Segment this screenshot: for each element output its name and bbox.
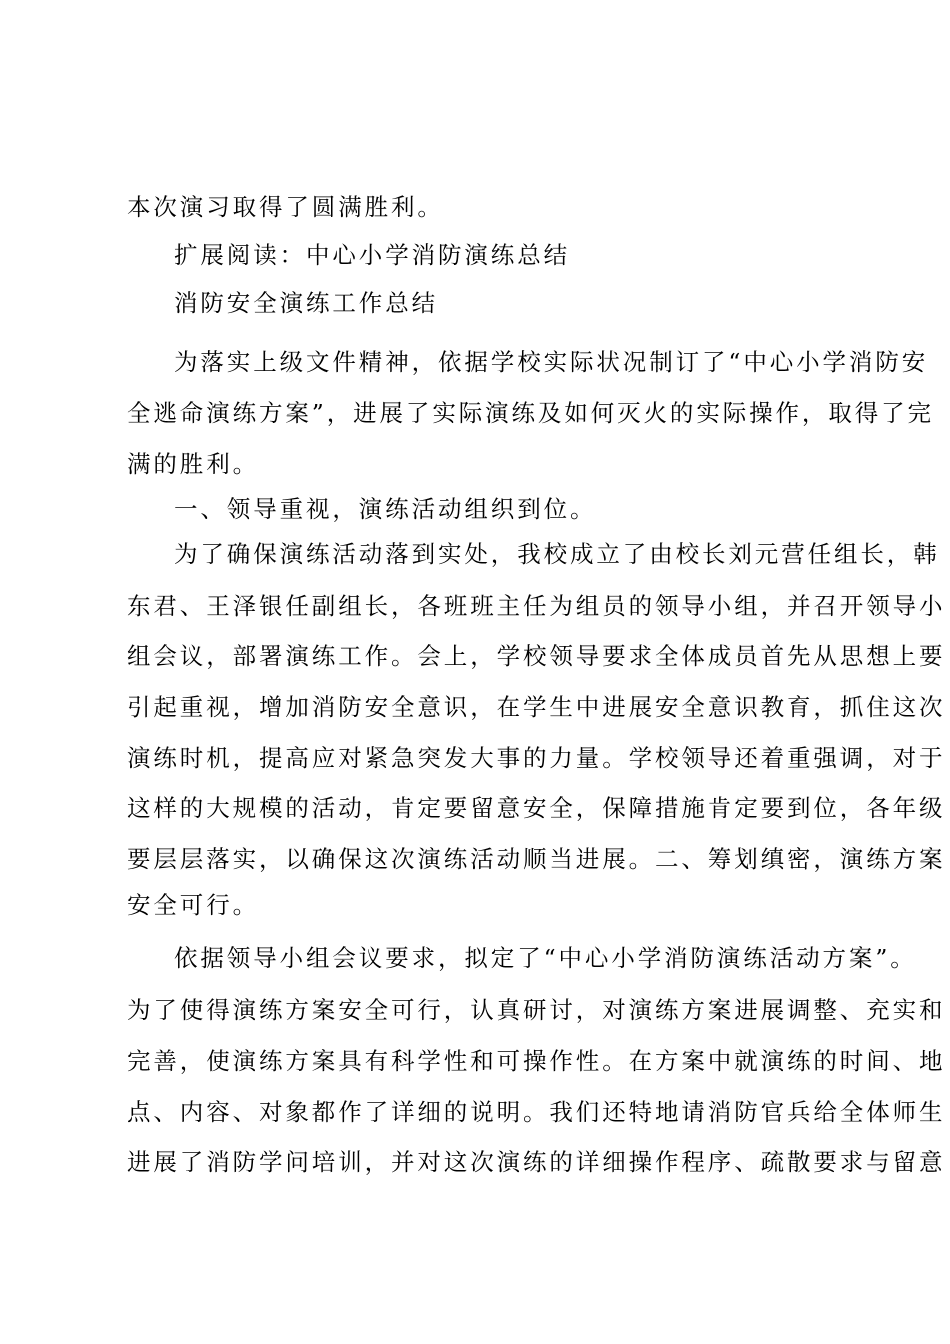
section-heading: 一、领导重视，演练活动组织到位。	[174, 495, 597, 523]
text-line: 本次演习取得了圆满胜利。	[127, 193, 444, 221]
text-line: 进展了消防学问培训，并对这次演练的详细操作程序、疏散要求与留意	[127, 1148, 946, 1176]
text-line: 这样的大规模的活动，肯定要留意安全，保障措施肯定要到位，各年级	[127, 794, 946, 822]
text-line: 为了确保演练活动落到实处，我校成立了由校长刘元营任组长，韩	[174, 540, 940, 568]
text-line: 引起重视，增加消防安全意识，在学生中进展安全意识教育，抓住这次	[127, 693, 946, 721]
text-line: 安全可行。	[127, 891, 259, 919]
text-line: 扩展阅读：中心小学消防演练总结	[174, 241, 570, 269]
text-line: 为落实上级文件精神，依据学校实际状况制订了“中心小学消防安	[174, 348, 929, 376]
text-line: 组会议，部署演练工作。会上，学校领导要求全体成员首先从思想上要	[127, 642, 946, 670]
text-line: 要层层落实，以确保这次演练活动顺当进展。二、筹划缜密，演练方案	[127, 845, 946, 873]
text-line: 依据领导小组会议要求，拟定了“中心小学消防演练活动方案”。	[174, 944, 917, 972]
text-line: 满的胜利。	[127, 450, 259, 478]
text-line: 全逃命演练方案”，进展了实际演练及如何灭火的实际操作，取得了完	[127, 399, 934, 427]
text-line: 点、内容、对象都作了详细的说明。我们还特地请消防官兵给全体师生	[127, 1098, 946, 1126]
text-line: 为了使得演练方案安全可行，认真研讨，对演练方案进展调整、充实和	[127, 996, 946, 1024]
text-line: 演练时机，提高应对紧急突发大事的力量。学校领导还着重强调，对于	[127, 744, 946, 772]
text-line: 东君、王泽银任副组长，各班班主任为组员的领导小组，并召开领导小	[127, 592, 946, 620]
text-line: 消防安全演练工作总结	[174, 289, 438, 317]
text-line: 完善，使演练方案具有科学性和可操作性。在方案中就演练的时间、地	[127, 1047, 946, 1075]
